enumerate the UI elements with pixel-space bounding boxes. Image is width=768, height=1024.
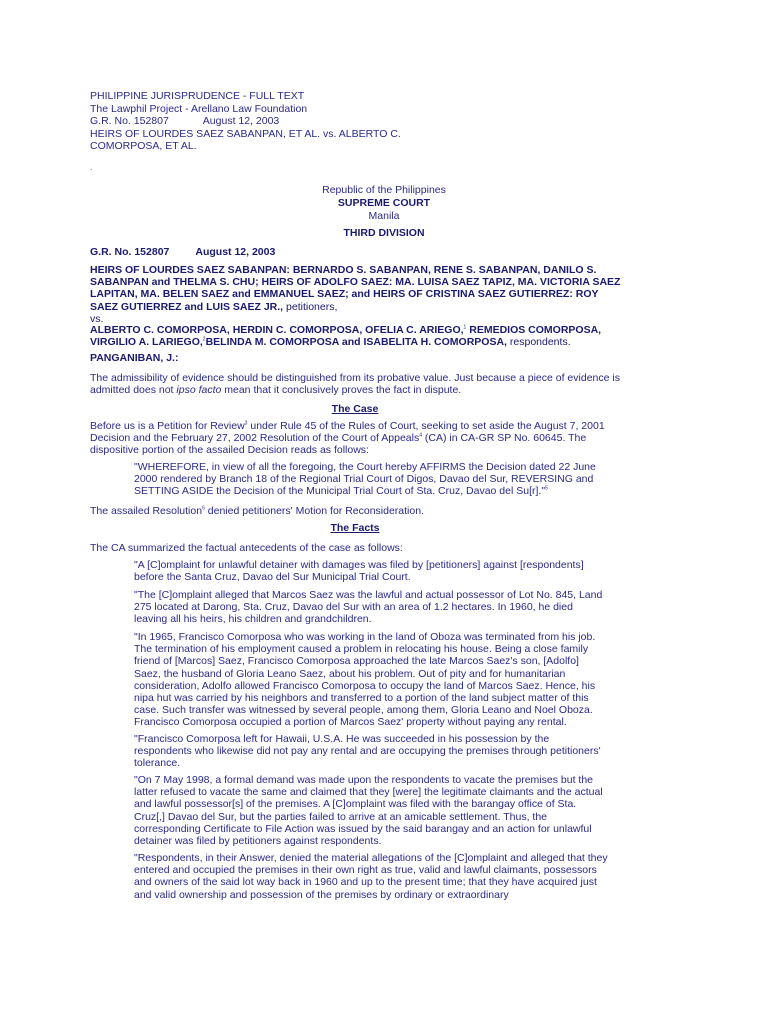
respondents-names-c: BELINDA M. COMORPOSA and ISABELITA H. COMORPOSA, (205, 336, 507, 349)
header-gr-line (90, 115, 401, 128)
facts-quote-paragraph: "In 1965, Francisco Comorposa who was working in the land of Oboza was terminated from his job. The termination of his employment caused a problem in relocating his house. Being a close family friend of [Marcos] Saez, Francisco Comorposa approached the late Marcos Saez's son, [Adolfo] Saez, the husband of Gloria Leano Saez, about his problem. Out of pity and for humanitarian consideration, Adolfo allowed Francisco Comorposa to occupy the land of Marcos Saez. Hence, his nipa hut was carried by his neighbors and transferred to a portion of the land subject matter of this case. Such transfer was witnessed by several people, among them, Gloria Leano and Noel Oboza. Francisco Comorposa occupied a portion of Marcos Saez' property without paying any rental. (134, 631, 596, 729)
case-gr-number: G.R. No. 152807 (90, 246, 170, 258)
section-heading-case: The Case (331, 403, 379, 415)
header-title-line2: COMORPOSA, ET AL. (90, 140, 197, 153)
header-source-line: PHILIPPINE JURISPRUDENCE - FULL TEXT (90, 90, 305, 102)
facts-quote-paragraph: "The [C]omplaint alleged that Marcos Saez was the lawful and actual possessor of Lot No. 845, Land 275 located at Darong, Sta. Cruz, Davao del Sur with an area of 1.2 hectares. In 1960, he died leaving all his heirs, his children and grandchildren. (134, 589, 603, 626)
case-text-c: (CA) in CA-GR SP No. 60645. The dispositive portion of the assailed Decision reads as follows: (90, 432, 587, 457)
footnote-ref[interactable]: 2 (202, 336, 206, 343)
header-gr-number: G.R. No. 152807 (90, 115, 169, 128)
document-header (90, 90, 401, 153)
case-respondents (90, 324, 626, 348)
case-date: August 12, 2003 (195, 246, 276, 258)
decision-quote-text: "WHEREFORE, in view of all the foregoing, the Court hereby AFFIRMS the Decision dated 22 June 2000 rendered by Branch 18 of the Regional Trial Court of Digos, Davao del Sur, REVERSING and SETTING ASIDE the Decision of the Municipal Trial Court of Sta. Cruz, Davao del Su[r]." (134, 461, 596, 498)
petitioners-names: HEIRS OF LOURDES SAEZ SABANPAN: BERNARDO S. SABANPAN, RENE S. SABANPAN, DANILO S. SABANPAN and THELMA S. CHU; HEIRS OF ADOLFO SAEZ: MA. LUISA SAEZ TAPIZ, MA. VICTORIA SAEZ LAPITAN, MA. BELEN SAEZ and EMMANUEL SAEZ; and HEIRS OF CRISTINA SAEZ GUTIERREZ: ROY SAEZ GUTIERREZ and LUIS SAEZ JR., (90, 264, 621, 313)
case-versus: vs. (90, 313, 104, 325)
respondents-names-b: REMEDIOS COMORPOSA, VIRGILIO A. LARIEGO, (90, 324, 602, 349)
footnote-ref[interactable]: 1 (463, 324, 467, 331)
resolution-paragraph (90, 505, 620, 517)
court-city: Manila (368, 210, 400, 222)
court-name: SUPREME COURT (337, 197, 431, 209)
footnote-ref[interactable]: 6 (202, 505, 205, 512)
respondents-label: respondents. (506, 336, 571, 349)
facts-quote-paragraph: "On 7 May 1998, a formal demand was made upon the respondents to vacate the premises but the latter refused to vacate the same and claimed that they [were] the legitimate claimants and the actual and lawful possessor[s] of the premises. A [C]omplaint was filed with the barangay office of Sta. Cruz[,] Davao del Sur, but the parties failed to arrive at an amicable settlement. Thus, the corresponding Certificate to File Action was issued by the said barangay and an action for unlawful detainer was filed by petitioners against respondents. (134, 774, 603, 848)
case-text-b: under Rule 45 of the Rules of Court, seeking to set aside the August 7, 2001 Decision and the February 27, 2002 Resolution of the Court of Appeals (90, 420, 605, 445)
decision-quote (134, 461, 608, 498)
case-petitioners (90, 264, 622, 313)
case-text-a: Before us is a Petition for Review (90, 420, 245, 432)
intro-text-b: mean that it conclusively proves the fact in dispute. (221, 384, 462, 397)
resolution-text-a: The assailed Resolution (90, 505, 203, 517)
intro-paragraph (90, 372, 620, 396)
intro-emphasis: ipso facto (176, 384, 222, 397)
facts-quote-paragraph: "A [C]omplaint for unlawful detainer with damages was filed by [petitioners] against [respondents] before the Santa Cruz, Davao del Sur Municipal Trial Court. (134, 559, 584, 584)
separator-dot: . (90, 162, 93, 172)
court-republic: Republic of the Philippines (322, 184, 446, 196)
facts-intro: The CA summarized the factual antecedents of the case as follows: (90, 542, 403, 554)
footnote-ref[interactable]: 4 (419, 432, 422, 439)
facts-quote-paragraph: "Respondents, in their Answer, denied the material allegations of the [C]omplaint and alleged that they entered and occupied the premises in their own right as true, valid and lawful claimants, possessors and owners of the said lot way back in 1960 and up to the present time; that they have acquired just and valid ownership and possession of the premises by ordinary or extraordinary (134, 852, 608, 901)
court-division: THIRD DIVISION (343, 227, 425, 239)
petitioners-label: petitioners, (283, 300, 338, 313)
case-paragraph (90, 420, 622, 457)
respondents-names-a: ALBERTO C. COMORPOSA, HERDIN C. COMORPOSA, OFELIA C. ARIEGO, (90, 324, 464, 336)
footnote-ref[interactable]: 3 (244, 420, 248, 427)
header-date: August 12, 2003 (202, 115, 280, 128)
resolution-text-b: denied petitioners' Motion for Reconsideration. (204, 505, 424, 517)
header-title-line1: HEIRS OF LOURDES SAEZ SABANPAN, ET AL. vs. ALBERTO C. (90, 127, 401, 140)
footnote-ref[interactable]: 5 (545, 485, 548, 492)
header-foundation-line: The Lawphil Project - Arellano Law Foundation (90, 102, 308, 115)
intro-text-a: The admissibility of evidence should be distinguished from its probative value. Just because a piece of evidence is admitted does not (90, 372, 620, 397)
case-gr-line (90, 246, 620, 258)
ponente: PANGANIBAN, J.: (90, 352, 179, 364)
section-heading-facts: The Facts (330, 522, 380, 534)
facts-quote-paragraph: "Francisco Comorposa left for Hawaii, U.S.A. He was succeeded in his possession by the respondents who likewise did not pay any rental and are occupying the premises through petitioners' tolerance. (134, 733, 601, 770)
